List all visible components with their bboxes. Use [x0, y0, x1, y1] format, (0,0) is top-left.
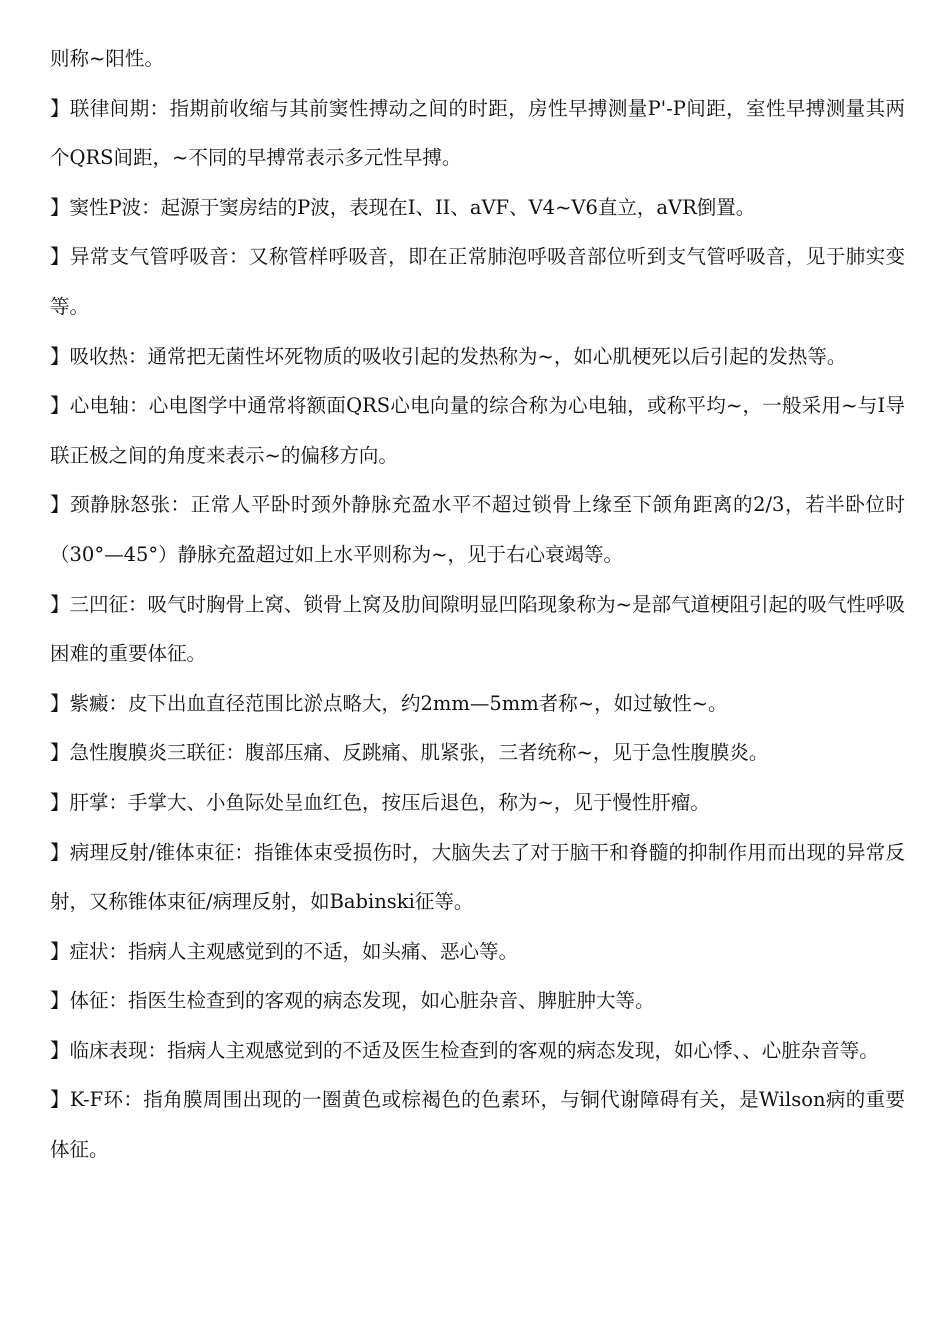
entry-liver-palm: 】肝掌：手掌大、小鱼际处呈血红色，按压后退色，称为~，见于慢性肝瘤。 — [50, 790, 710, 814]
entry-pathological-reflex: 】病理反射/锥体束征：指锥体束受损伤时，大脑失去了对于脑干和脊髓的抑制作用而出现的异常反射，又称锥体束征/病理反射，如Babinski征等。 — [50, 840, 905, 914]
document-page — [50, 34, 905, 1175]
entry-kf-ring: 】K-F环：指角膜周围出现的一圈黄色或棕褐色的色素环，与铜代谢障碍有关，是Wilson病的重要体征。 — [50, 1088, 905, 1162]
paragraph-continuation: 则称~阳性。 — [50, 47, 164, 70]
entry-three-depression-sign: 】三凹征：吸气时胸骨上窝、锁骨上窝及肋间隙明显凹陷现象称为~是部气道梗阻引起的吸气性呼吸困难的重要体征。 — [50, 592, 905, 666]
entry-symptom: 】症状：指病人主观感觉到的不适，如头痛、恶心等。 — [50, 939, 519, 963]
entry-purpura: 】紫癜：皮下出血直径范围比淤点略大，约2mm—5mm者称~，如过敏性~。 — [50, 691, 728, 715]
entry-clinical-manifestation: 】临床表现：指病人主观感觉到的不适及医生检查到的客观的病态发现，如心悸、、心脏杂音等。 — [50, 1038, 879, 1062]
entry-peritonitis-triad: 】急性腹膜炎三联征：腹部压痛、反跳痛、肌紧张，三者统称~，见于急性腹膜炎。 — [50, 741, 769, 765]
entry-coupling-interval: 】联律间期：指期前收缩与其前窦性搏动之间的时距，房性早搏测量P'-P间距，室性早搏测量其两个QRS间距，~不同的早搏常表示多元性早搏。 — [50, 96, 905, 170]
entry-sinus-p-wave: 】窦性P波：起源于窦房结的P波，表现在I、II、aVF、V4~V6直立，aVR倒置。 — [50, 195, 756, 219]
entry-absorption-fever: 】吸收热：通常把无菌性坏死物质的吸收引起的发热称为~，如心肌梗死以后引起的发热等。 — [50, 344, 847, 368]
entry-abnormal-bronchial-breath-sound: 】异常支气管呼吸音：又称管样呼吸音，即在正常肺泡呼吸音部位听到支气管呼吸音，见于肺实变等。 — [50, 245, 905, 318]
entry-jugular-venous-distension: 】颈静脉怒张：正常人平卧时颈外静脉充盈水平不超过锁骨上缘至下颌角距离的2/3，若半卧位时（30°—45°）静脉充盈超过如上水平则称为~，见于右心衰竭等。 — [50, 493, 905, 566]
entry-sign: 】体征：指医生检查到的客观的病态发现，如心脏杂音、脾脏肿大等。 — [50, 989, 655, 1013]
entry-cardiac-axis: 】心电轴：心电图学中通常将额面QRS心电向量的综合称为心电轴，或称平均~，一般采用~与I导联正极之间的角度来表示~的偏移方向。 — [50, 394, 905, 467]
